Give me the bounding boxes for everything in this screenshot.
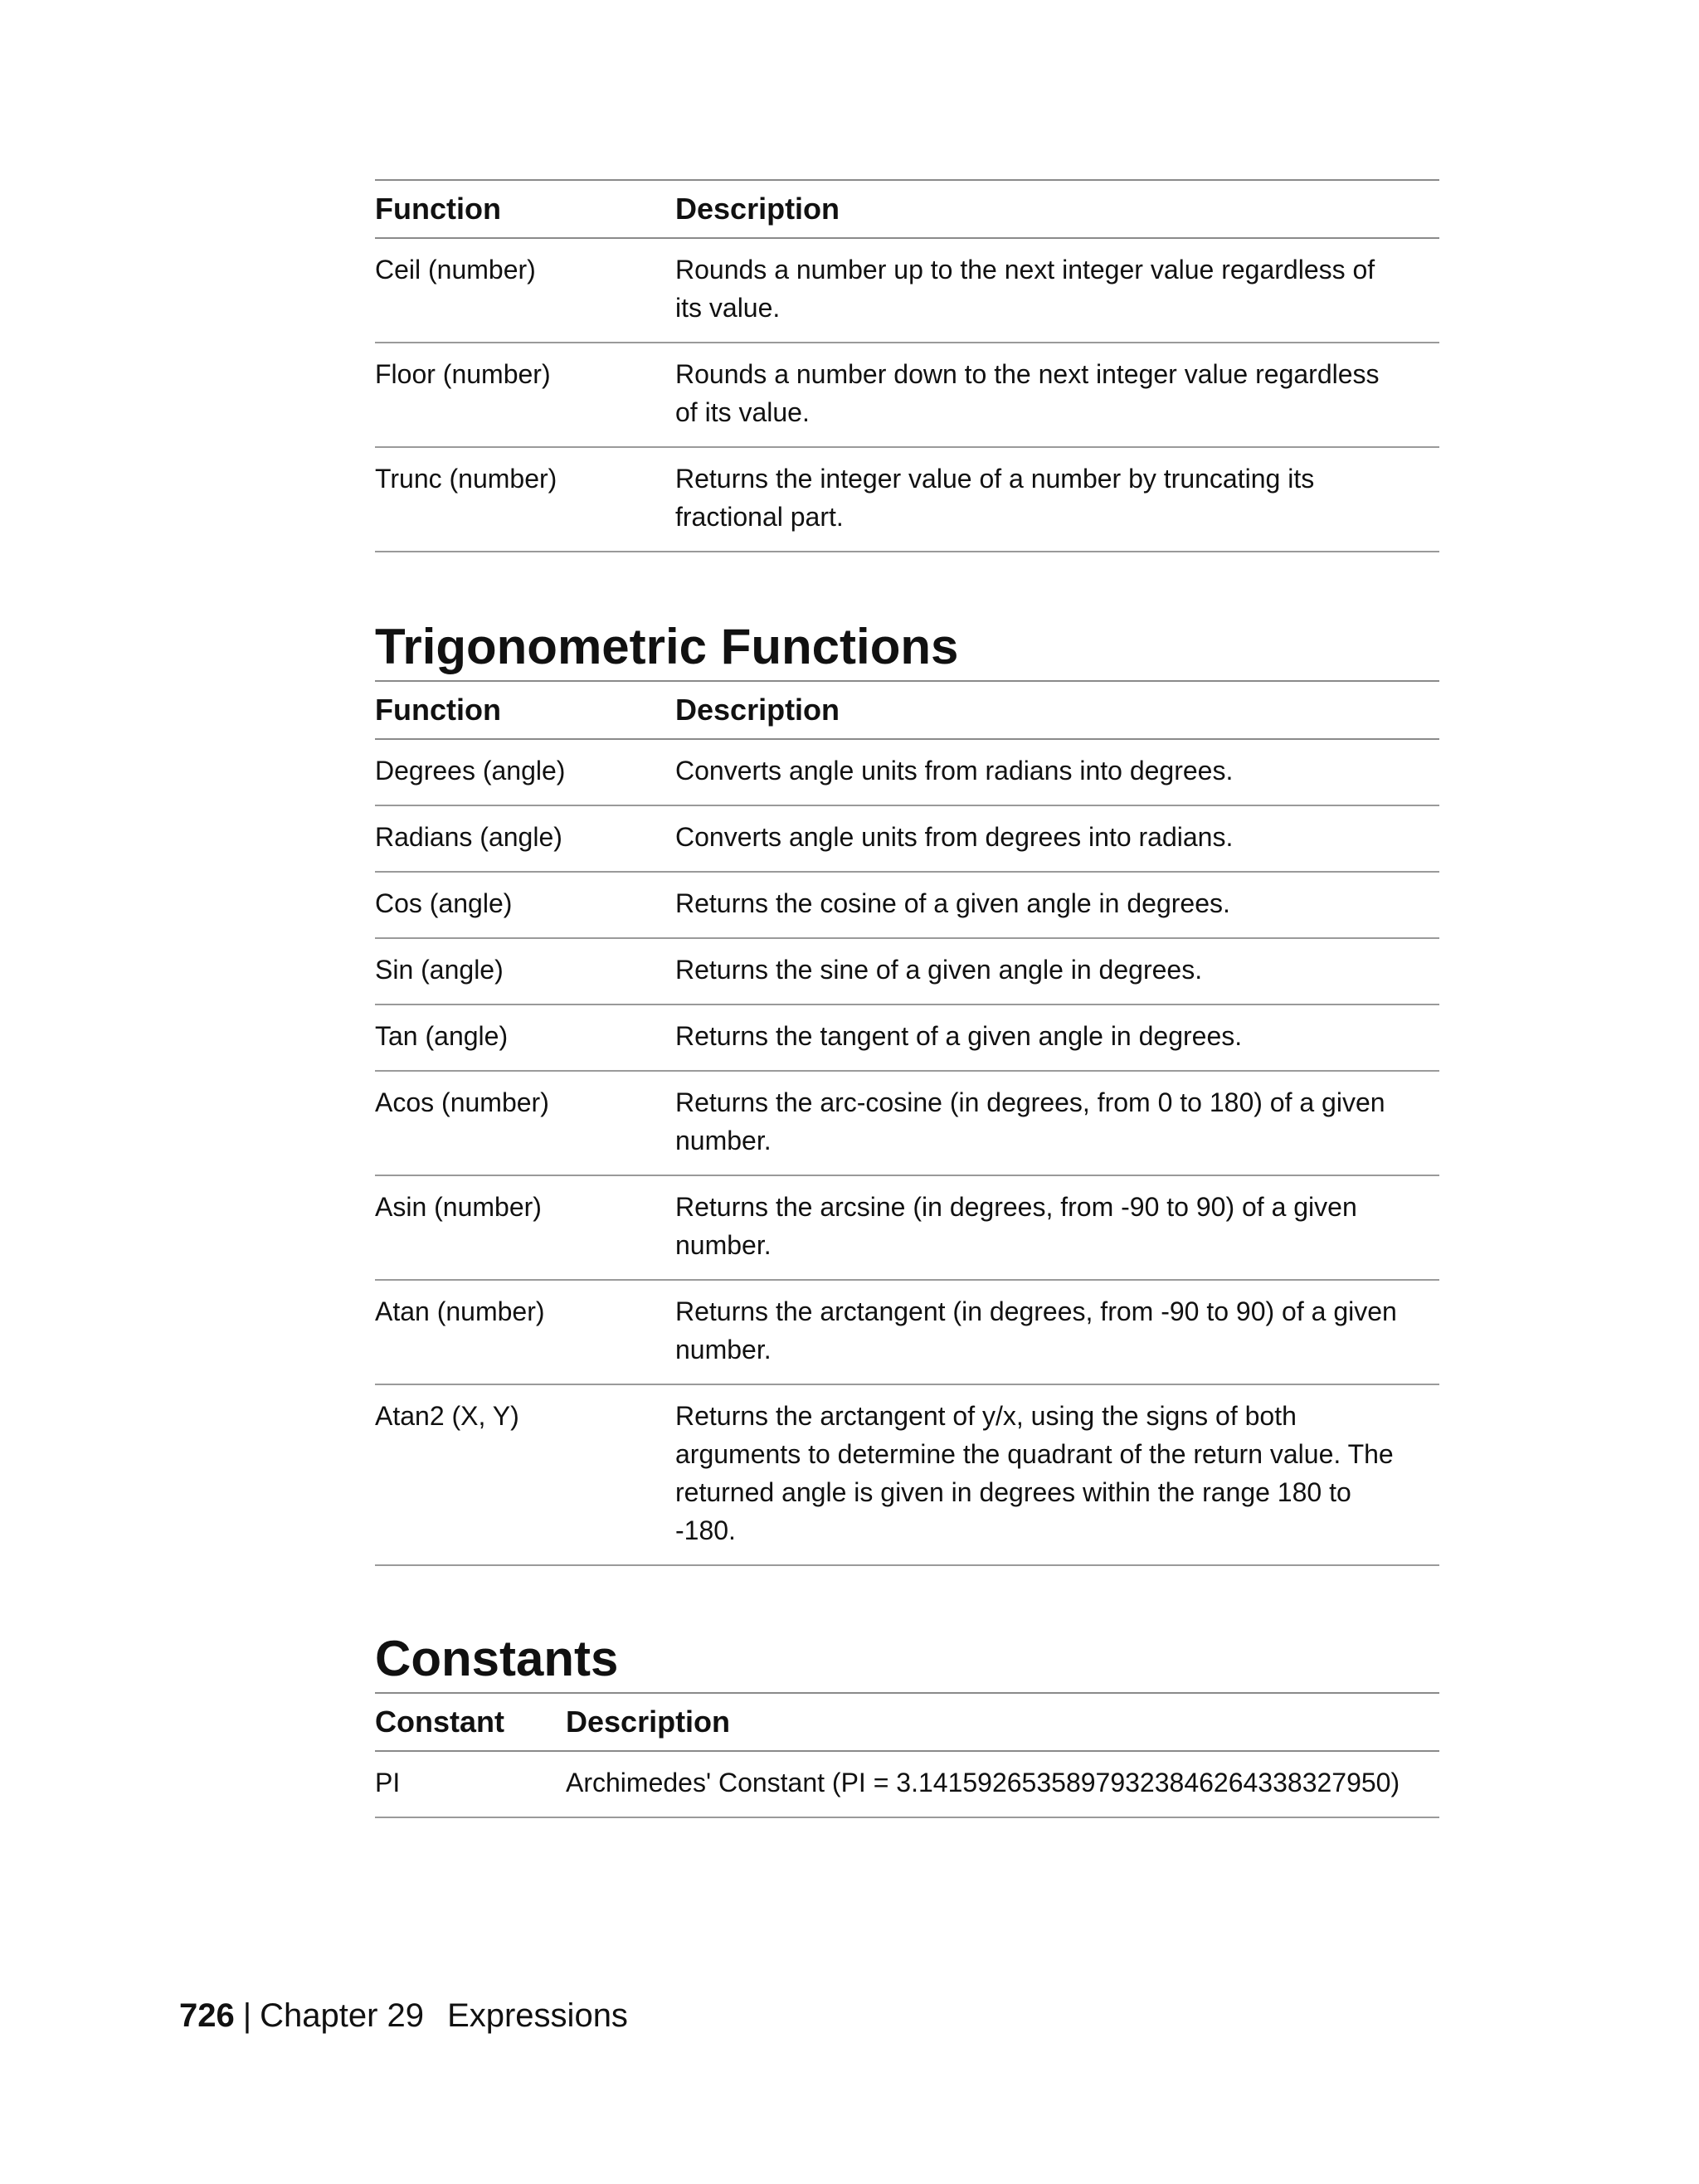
function-cell: Atan2 (X, Y) bbox=[375, 1384, 675, 1565]
rounding-functions-table bbox=[375, 179, 1439, 552]
table-header-row bbox=[375, 1693, 1439, 1751]
chapter-title: Expressions bbox=[447, 1997, 628, 2034]
description-cell: Archimedes' Constant (PI = 3.14159265358979323846264338327950) bbox=[566, 1751, 1439, 1817]
function-cell: Degrees (angle) bbox=[375, 739, 675, 805]
table-header-row bbox=[375, 681, 1439, 739]
description-cell: Returns the cosine of a given angle in degrees. bbox=[675, 872, 1439, 938]
function-cell: Sin (angle) bbox=[375, 938, 675, 1004]
column-header-function: Function bbox=[375, 681, 675, 739]
function-cell: Atan (number) bbox=[375, 1280, 675, 1384]
constants-table bbox=[375, 1692, 1439, 1818]
description-cell: Returns the arcsine (in degrees, from -90 to 90) of a given number. bbox=[675, 1175, 1439, 1280]
table-row bbox=[375, 447, 1439, 552]
column-header-description: Description bbox=[675, 681, 1439, 739]
description-cell: Returns the arc-cosine (in degrees, from 0 to 180) of a given number. bbox=[675, 1071, 1439, 1175]
table-row bbox=[375, 872, 1439, 938]
table-row bbox=[375, 739, 1439, 805]
description-cell: Returns the tangent of a given angle in degrees. bbox=[675, 1004, 1439, 1071]
constant-cell: PI bbox=[375, 1751, 566, 1817]
column-header-description: Description bbox=[675, 180, 1439, 238]
table-row bbox=[375, 1071, 1439, 1175]
table-row bbox=[375, 938, 1439, 1004]
page-content bbox=[375, 179, 1439, 1818]
footer-separator: | bbox=[242, 1997, 252, 2034]
function-cell: Acos (number) bbox=[375, 1071, 675, 1175]
description-cell: Returns the arctangent (in degrees, from -90 to 90) of a given number. bbox=[675, 1280, 1439, 1384]
description-cell: Converts angle units from degrees into radians. bbox=[675, 805, 1439, 872]
column-header-description: Description bbox=[566, 1693, 1439, 1751]
function-cell: Radians (angle) bbox=[375, 805, 675, 872]
description-cell: Rounds a number down to the next integer value regardless of its value. bbox=[675, 343, 1439, 447]
table-row bbox=[375, 1384, 1439, 1565]
description-cell: Converts angle units from radians into degrees. bbox=[675, 739, 1439, 805]
description-cell: Returns the arctangent of y/x, using the signs of both arguments to determine the quadrant of the return value. The returned angle is given in degrees within the range 180 to -180. bbox=[675, 1384, 1439, 1565]
section-heading-constants: Constants bbox=[375, 1631, 619, 1686]
function-cell: Floor (number) bbox=[375, 343, 675, 447]
page-number: 726 bbox=[179, 1997, 235, 2034]
table-row bbox=[375, 1751, 1439, 1817]
trigonometric-functions-table bbox=[375, 680, 1439, 1566]
function-cell: Cos (angle) bbox=[375, 872, 675, 938]
function-cell: Asin (number) bbox=[375, 1175, 675, 1280]
chapter-label: Chapter 29 bbox=[260, 1997, 425, 2034]
column-header-constant: Constant bbox=[375, 1693, 566, 1751]
function-cell: Ceil (number) bbox=[375, 238, 675, 343]
table-row bbox=[375, 1004, 1439, 1071]
description-cell: Returns the sine of a given angle in degrees. bbox=[675, 938, 1439, 1004]
description-cell: Rounds a number up to the next integer value regardless of its value. bbox=[675, 238, 1439, 343]
description-cell: Returns the integer value of a number by truncating its fractional part. bbox=[675, 447, 1439, 552]
table-header-row bbox=[375, 180, 1439, 238]
function-cell: Tan (angle) bbox=[375, 1004, 675, 1071]
page-footer bbox=[179, 1997, 628, 2035]
section-heading-trigonometric: Trigonometric Functions bbox=[375, 619, 959, 674]
column-header-function: Function bbox=[375, 180, 675, 238]
function-cell: Trunc (number) bbox=[375, 447, 675, 552]
table-row bbox=[375, 805, 1439, 872]
table-row bbox=[375, 1280, 1439, 1384]
table-row bbox=[375, 1175, 1439, 1280]
table-row bbox=[375, 343, 1439, 447]
table-row bbox=[375, 238, 1439, 343]
